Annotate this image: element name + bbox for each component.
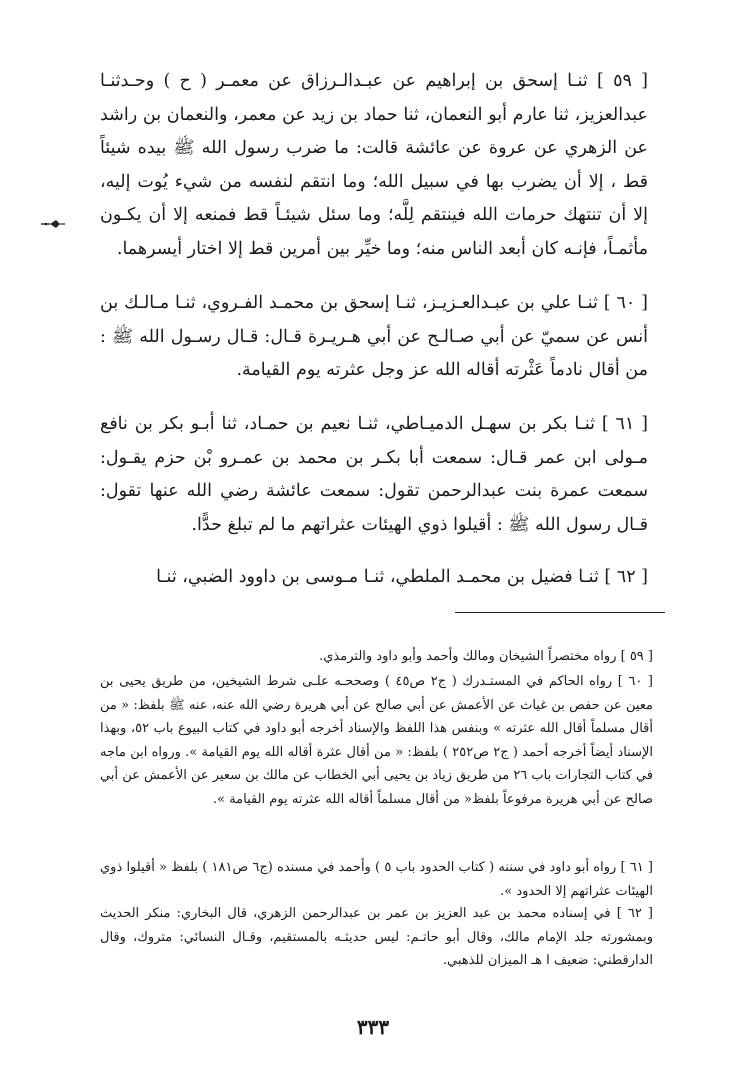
footnote-61: [ ٦١ ] رواه أبو داود في سننه ( كتاب الحدود باب ٥ ) وأحمد في مسنده (ج٦ ص١٨١ ) بلفظ « أقيلوا ذوي الهيئات عثراتهم إلا الحدود ». [100, 860, 653, 899]
footnote-62: [ ٦٢ ] في إسناده محمد بن عبد العزيز بن عمر بن عبدالرحمن الزهري، قال البخاري: منكر الحديث وبمشورته جلد الإمام مالك، وقال أبو حاتـم: ليس حديثـه بالمستقيم، وقـال النسائي: متروك، وقال الدارقطني: ضعيف ا هـ الميزان للذهبي. [100, 906, 653, 968]
hadith-59 [100, 65, 648, 266]
hadith-text: [ ٥٩ ] ثنـا إسحق بن إبراهيم عن عبـدالـرزاق عن معمـر ( ح ) وحـدثنـا عبدالعزيز، ثنا عارم أبو النعمان، ثنا حماد بن زيد عن معمر، والنعمان بن راشد عن الزهري عن عروة عن عائشة قالت: ما ضرب رسول الله ﷺ بيده شيئاً قط ، إلا أن يضرب بها في سبيل الله؛ وما انتقم لنفسه من شيء يُوت إليه، إلا أن تنتهك حرمات الله فينتقم لِلَّه؛ وما سئل شيئـاً قط فمنعه إلا أن يكـون مأثمـاً، فإنـه كان أبعد الناس منه؛ وما خيِّر بين أمرين قط إلا اختار أيسرهما. [100, 71, 649, 259]
hadith-60 [100, 287, 648, 388]
page-number: ٣٣٣ [356, 1015, 390, 1039]
footnote-59: [ ٥٩ ] رواه مختصراً الشيخان ومالك وأحمد وأبو داود والترمذي. [319, 649, 653, 664]
hadith-61 [100, 408, 648, 542]
hadith-text: [ ٦٠ ] ثنـا علي بن عبـدالعـزيـز، ثنـا إسحق بن محمـد الفـروي، ثنـا مـالـك بن أنس عن سميّ عن أبي صـالـح عن أبي هـريـرة قـال: قـال رسـول الله ﷺ : من أقال نادماً عَثْرته أقاله الله عز وجل عثرته يوم القيامة. [100, 293, 649, 380]
hadith-text: [ ٦١ ] ثنـا بكر بن سهـل الدميـاطي، ثنـا نعيم بن حمـاد، ثنا أبـو بكر بن نافع مـولى ابن عمر قـال: سمعت أبا بكـر بن محمد بن عمـرو بْن حزم يقـول: سمعت عمرة بنت عبدالرحمن تقول: سمعت عائشة رضي الله عنها تقول: قـال رسول الله ﷺ : أقيلوا ذوي الهيئات عثراتهم ما لم تبلغ حدًّا. [100, 414, 648, 535]
hadith-text: [ ٦٢ ] ثنـا فضيل بن محمـد الملطي، ثنـا مـوسى بن داوود الضبي، ثنـا [156, 567, 648, 587]
hadith-62 [100, 561, 648, 595]
footnote-separator [455, 612, 665, 613]
floral-ornament-icon [40, 218, 66, 230]
footnote-60: [ ٦٠ ] رواه الحاكم في المستـدرك ( ج٢ ص٤٥ ) وصححـه علـى شرط الشيخين، من طريق يحيى بن معين عن حفص بن غياث عن الأعمش عن أبي صالح عن أبي هريرة رضي الله عنه، عنه ﷺ بلفظ: « من أقال مسلماً أقال الله عثرته » وبنفس هذا اللفظ والإسناد أخرجه أبو داود في كتاب البيوع باب ٥٢، وبهذا الإسناد أيضاً أخرجه أحمد ( ج٢ ص٢٥٢ ) بلفظ: « من أقال عثرة أقاله الله يوم القيامة ». ورواه ابن ماجه في كتاب التجارات باب ٢٦ من طريق زياد بن يحيى أبي الخطاب عن مالك بن سعير عن الأعمش عن أبي صالح عن أبي هريرة مرفوعاً بلفظ« من أقال مسلماً أقاله الله عثرته يوم القيامة ». [100, 674, 654, 807]
